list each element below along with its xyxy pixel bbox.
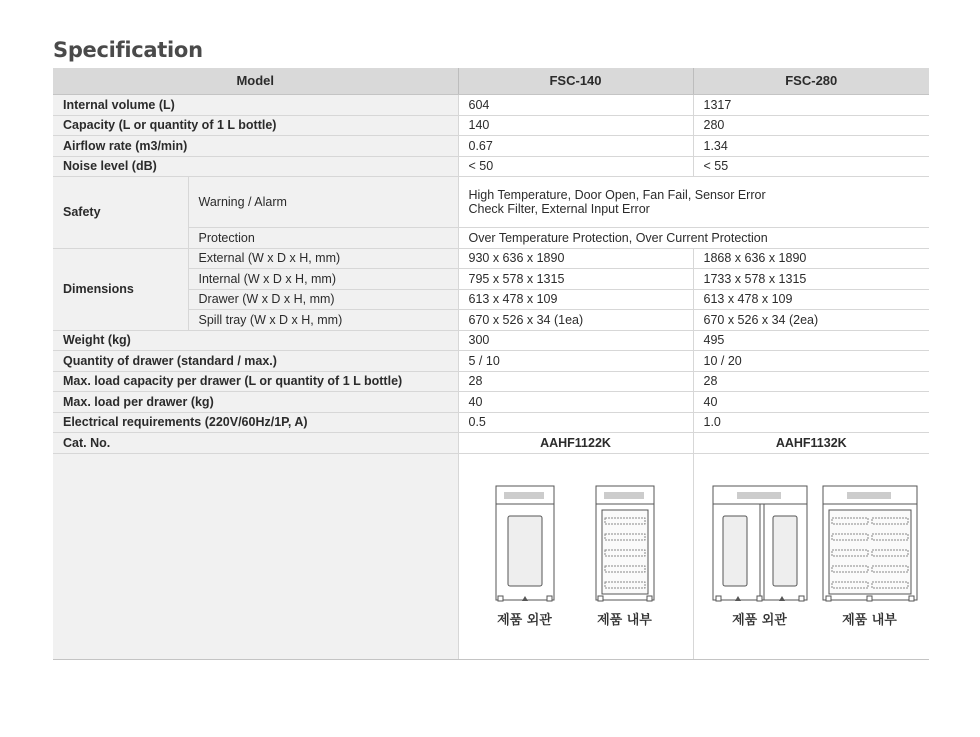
table-row xyxy=(53,412,929,433)
table-row xyxy=(53,95,929,116)
row-label: Noise level (dB) xyxy=(53,156,458,177)
sub-label: External (W x D x H, mm) xyxy=(188,248,458,269)
cell-value: 300 xyxy=(458,330,693,351)
row-label: Cat. No. xyxy=(53,433,458,454)
cell-value: 930 x 636 x 1890 xyxy=(458,248,693,269)
row-group-label-safety: Safety xyxy=(53,177,188,249)
row-label: Weight (kg) xyxy=(53,330,458,351)
cell-value: 1.0 xyxy=(693,412,929,433)
header-model: Model xyxy=(53,68,458,95)
table-row xyxy=(53,115,929,136)
cell-value: 670 x 526 x 34 (2ea) xyxy=(693,310,929,331)
cell-value: 28 xyxy=(458,371,693,392)
cell-value: < 55 xyxy=(693,156,929,177)
warning-line-1: High Temperature, Door Open, Fan Fail, Sensor Error xyxy=(468,188,766,202)
sub-label: Spill tray (W x D x H, mm) xyxy=(188,310,458,331)
table-row xyxy=(53,351,929,372)
fsc-140-interior-caption: 제품 내부 xyxy=(597,612,652,628)
page-title: Specification xyxy=(53,38,203,62)
table-row xyxy=(53,433,929,454)
cell-value: 1317 xyxy=(693,95,929,116)
cell-value-warning xyxy=(458,177,929,228)
row-group-label-dimensions: Dimensions xyxy=(53,248,188,330)
cell-value: < 50 xyxy=(458,156,693,177)
cell-value: 613 x 478 x 109 xyxy=(458,289,693,310)
cell-value: 28 xyxy=(693,371,929,392)
header-fsc-280: FSC-280 xyxy=(693,68,929,95)
fsc-280-interior-caption: 제품 내부 xyxy=(842,612,897,628)
cell-value: 1733 x 578 x 1315 xyxy=(693,269,929,290)
cell-value: 10 / 20 xyxy=(693,351,929,372)
cell-value: 0.67 xyxy=(458,136,693,157)
table-row xyxy=(53,177,929,228)
spec-table xyxy=(53,68,929,660)
sub-label: Drawer (W x D x H, mm) xyxy=(188,289,458,310)
image-row-label xyxy=(53,453,458,659)
fsc-280-exterior-image xyxy=(711,484,809,608)
cat-no-fsc-140: AAHF1122K xyxy=(458,433,693,454)
fsc-140-images xyxy=(458,453,693,659)
fsc-280-interior-image xyxy=(821,484,919,608)
cell-value: 280 xyxy=(693,115,929,136)
table-row xyxy=(53,330,929,351)
row-label: Max. load capacity per drawer (L or quantity of 1 L bottle) xyxy=(53,371,458,392)
fsc-140-exterior-image xyxy=(494,484,556,608)
table-row xyxy=(53,156,929,177)
cell-value: 140 xyxy=(458,115,693,136)
table-row xyxy=(53,392,929,413)
cell-value: 604 xyxy=(458,95,693,116)
fsc-280-exterior-caption: 제품 외관 xyxy=(732,612,787,628)
row-label: Capacity (L or quantity of 1 L bottle) xyxy=(53,115,458,136)
cell-value: 795 x 578 x 1315 xyxy=(458,269,693,290)
sub-label-protection: Protection xyxy=(188,228,458,249)
cell-value: 1868 x 636 x 1890 xyxy=(693,248,929,269)
table-row xyxy=(53,248,929,269)
cell-value: 0.5 xyxy=(458,412,693,433)
cell-value-protection: Over Temperature Protection, Over Current Protection xyxy=(458,228,929,249)
header-fsc-140: FSC-140 xyxy=(458,68,693,95)
warning-line-2: Check Filter, External Input Error xyxy=(468,202,650,216)
fsc-140-interior-image xyxy=(594,484,656,608)
cat-no-fsc-280: AAHF1132K xyxy=(693,433,929,454)
row-label: Max. load per drawer (kg) xyxy=(53,392,458,413)
sub-label: Internal (W x D x H, mm) xyxy=(188,269,458,290)
cell-value: 1.34 xyxy=(693,136,929,157)
product-image-row xyxy=(53,453,929,659)
row-label: Airflow rate (m3/min) xyxy=(53,136,458,157)
table-header-row xyxy=(53,68,929,95)
row-label: Quantity of drawer (standard / max.) xyxy=(53,351,458,372)
table-row xyxy=(53,371,929,392)
row-label: Internal volume (L) xyxy=(53,95,458,116)
fsc-140-exterior-caption: 제품 외관 xyxy=(497,612,552,628)
cell-value: 5 / 10 xyxy=(458,351,693,372)
row-label: Electrical requirements (220V/60Hz/1P, A) xyxy=(53,412,458,433)
cell-value: 40 xyxy=(458,392,693,413)
cell-value: 40 xyxy=(693,392,929,413)
cell-value: 613 x 478 x 109 xyxy=(693,289,929,310)
fsc-280-images xyxy=(693,453,929,659)
cell-value: 670 x 526 x 34 (1ea) xyxy=(458,310,693,331)
sub-label-warning: Warning / Alarm xyxy=(188,177,458,228)
table-row xyxy=(53,136,929,157)
cell-value: 495 xyxy=(693,330,929,351)
